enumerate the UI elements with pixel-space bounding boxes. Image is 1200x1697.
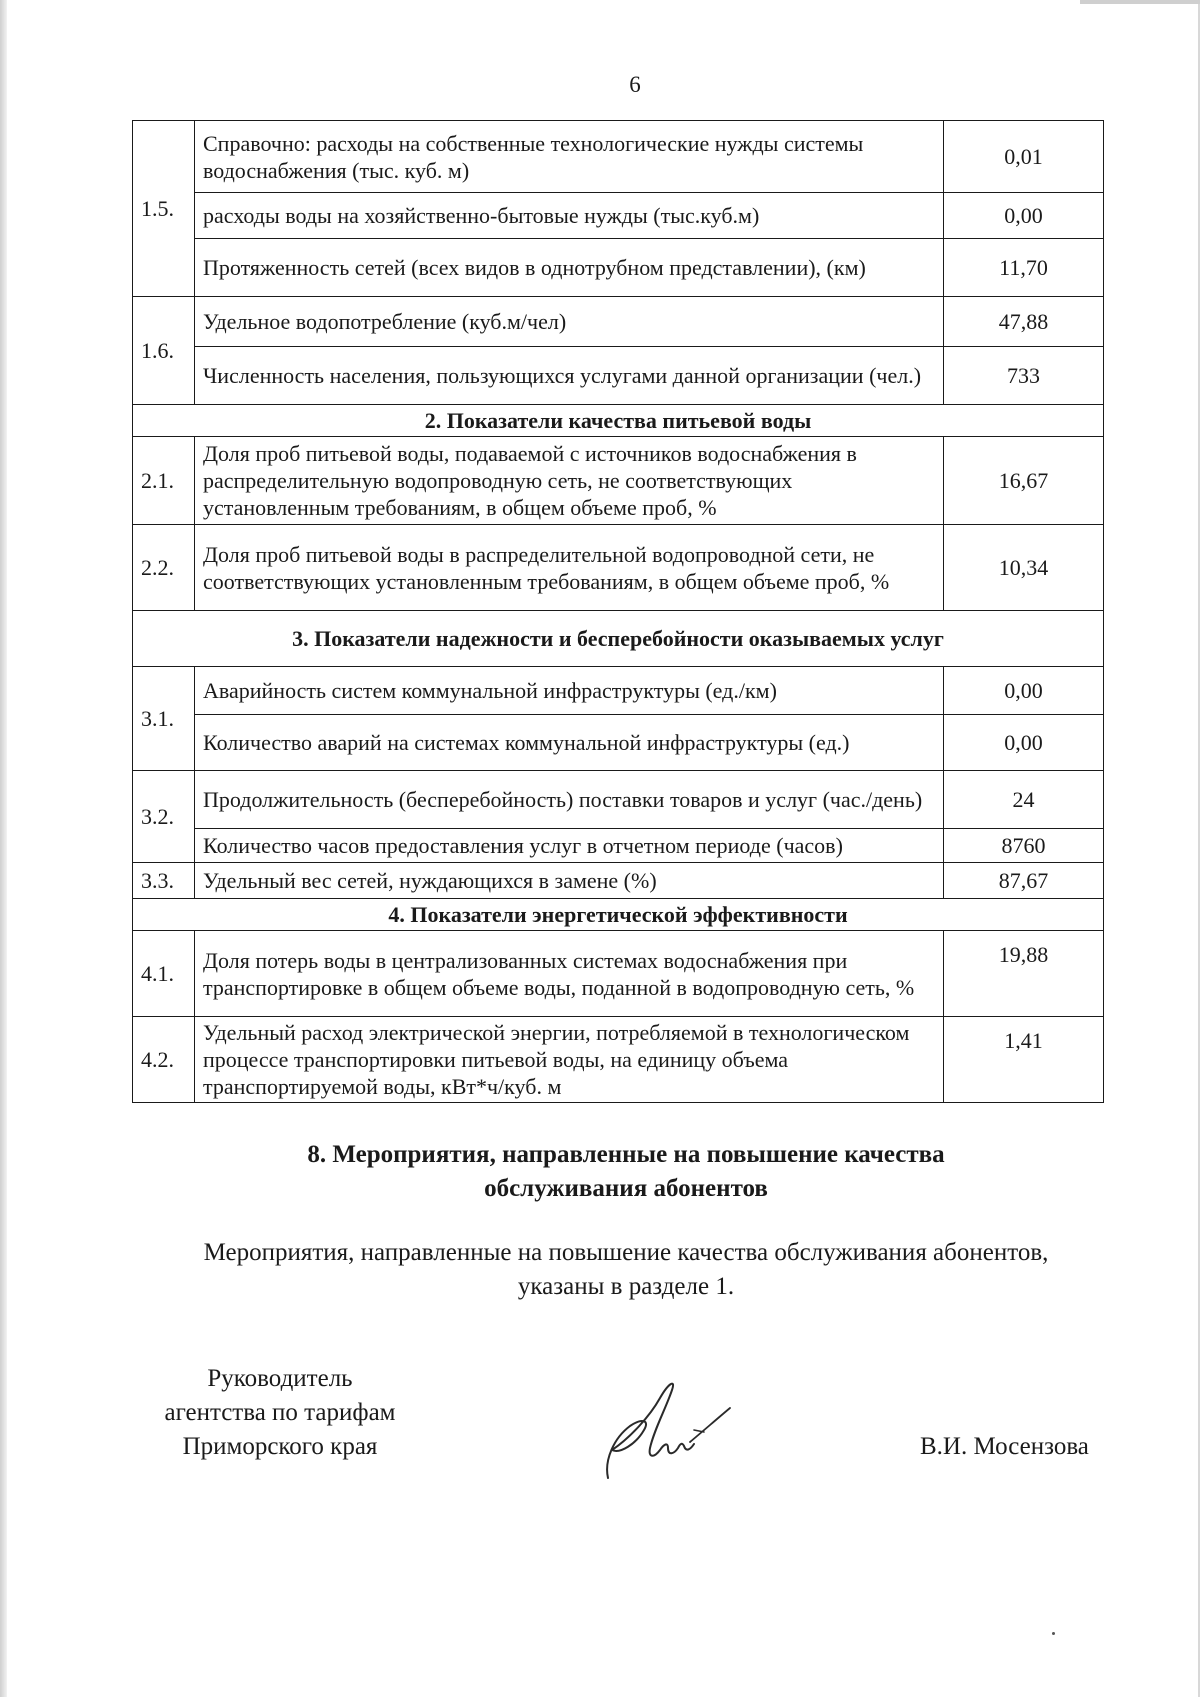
section-8-title-line: обслуживания абонентов — [484, 1175, 768, 1202]
section-8-text — [140, 1236, 1112, 1304]
table-row — [133, 297, 1104, 347]
table-row — [133, 347, 1104, 405]
table-row — [133, 829, 1104, 863]
indicator-value: 11,70 — [944, 239, 1104, 297]
section-4-title: 4. Показатели энергетической эффективности — [133, 899, 1104, 931]
indicator-value: 0,00 — [944, 667, 1104, 715]
row-number: 3.2. — [133, 771, 195, 863]
table-row — [133, 863, 1104, 899]
handwritten-signature — [590, 1368, 750, 1488]
section-header-row — [133, 611, 1104, 667]
indicator-value: 0,00 — [944, 193, 1104, 239]
indicator-text: расходы воды на хозяйственно-бытовые нужды (тыс.куб.м) — [195, 193, 944, 239]
indicator-value: 16,67 — [944, 437, 1104, 525]
section-8-title-line: 8. Мероприятия, направленные на повышение качества — [307, 1141, 945, 1168]
signer-position-line: Приморского края — [182, 1433, 378, 1460]
row-number: 2.2. — [133, 525, 195, 611]
table-row — [133, 1017, 1104, 1103]
indicator-value: 8760 — [944, 829, 1104, 863]
indicator-value: 19,88 — [944, 931, 1104, 1017]
indicator-text: Аварийность систем коммунальной инфраструктуры (ед./км) — [195, 667, 944, 715]
indicator-value: 1,41 — [944, 1017, 1104, 1103]
section-8-text-line: указаны в разделе 1. — [517, 1273, 735, 1300]
row-number: 3.3. — [133, 863, 195, 899]
indicator-text: Справочно: расходы на собственные технологические нужды системы водоснабжения (тыс. куб. м) — [195, 121, 944, 193]
section-2-title: 2. Показатели качества питьевой воды — [133, 405, 1104, 437]
indicator-text: Доля потерь воды в централизованных системах водоснабжения при транспортировке в общем объеме воды, поданной в водопроводную сеть, % — [195, 931, 944, 1017]
signer-name: В.И. Мосензова — [920, 1433, 1089, 1460]
indicator-text: Количество часов предоставления услуг в отчетном периоде (часов) — [195, 829, 944, 863]
indicator-text: Удельное водопотребление (куб.м/чел) — [195, 297, 944, 347]
indicator-value: 0,01 — [944, 121, 1104, 193]
row-number: 3.1. — [133, 667, 195, 771]
table-row — [133, 121, 1104, 193]
indicator-value: 10,34 — [944, 525, 1104, 611]
table-row — [133, 667, 1104, 715]
indicator-text: Удельный расход электрической энергии, потребляемой в технологическом процессе транспортировки питьевой воды, на единицу объема транспортируемой воды, кВт*ч/куб. м — [195, 1017, 944, 1103]
table-row — [133, 193, 1104, 239]
indicator-value: 47,88 — [944, 297, 1104, 347]
table-row — [133, 525, 1104, 611]
signer-position-line: Руководитель — [207, 1365, 353, 1392]
table-row — [133, 715, 1104, 771]
row-number: 1.5. — [133, 121, 195, 297]
row-number: 2.1. — [133, 437, 195, 525]
scan-edge-left — [0, 0, 7, 1697]
scan-edge-top — [1080, 0, 1200, 4]
scan-speck — [1052, 1632, 1055, 1635]
table-row — [133, 771, 1104, 829]
signer-position-line: агентства по тарифам — [164, 1399, 396, 1426]
table-row — [133, 931, 1104, 1017]
indicator-text: Численность населения, пользующихся услугами данной организации (чел.) — [195, 347, 944, 405]
indicator-text: Доля проб питьевой воды, подаваемой с источников водоснабжения в распределительную водопроводную сеть, не соответствующих установленным требованиям, в общем объеме проб, % — [195, 437, 944, 525]
row-number: 4.2. — [133, 1017, 195, 1103]
section-8-text-line: Мероприятия, направленные на повышение качества обслуживания абонентов, — [203, 1239, 1049, 1266]
indicators-table — [132, 120, 1104, 1103]
indicator-text: Доля проб питьевой воды в распределительной водопроводной сети, не соответствующих установленным требованиям, в общем объеме проб, % — [195, 525, 944, 611]
indicator-value: 0,00 — [944, 715, 1104, 771]
row-number: 4.1. — [133, 931, 195, 1017]
page-number: 6 — [629, 72, 641, 97]
table-row — [133, 437, 1104, 525]
section-3-title: 3. Показатели надежности и бесперебойности оказываемых услуг — [133, 611, 1104, 667]
section-8-title — [140, 1138, 1112, 1206]
signer-position — [145, 1362, 415, 1464]
indicator-value: 87,67 — [944, 863, 1104, 899]
table-row — [133, 239, 1104, 297]
indicator-value: 24 — [944, 771, 1104, 829]
indicator-value: 733 — [944, 347, 1104, 405]
row-number: 1.6. — [133, 297, 195, 405]
section-header-row — [133, 405, 1104, 437]
section-header-row — [133, 899, 1104, 931]
indicator-text: Продолжительность (бесперебойность) поставки товаров и услуг (час./день) — [195, 771, 944, 829]
indicator-text: Количество аварий на системах коммунальной инфраструктуры (ед.) — [195, 715, 944, 771]
indicator-text: Удельный вес сетей, нуждающихся в замене (%) — [195, 863, 944, 899]
indicator-text: Протяженность сетей (всех видов в однотрубном представлении), (км) — [195, 239, 944, 297]
